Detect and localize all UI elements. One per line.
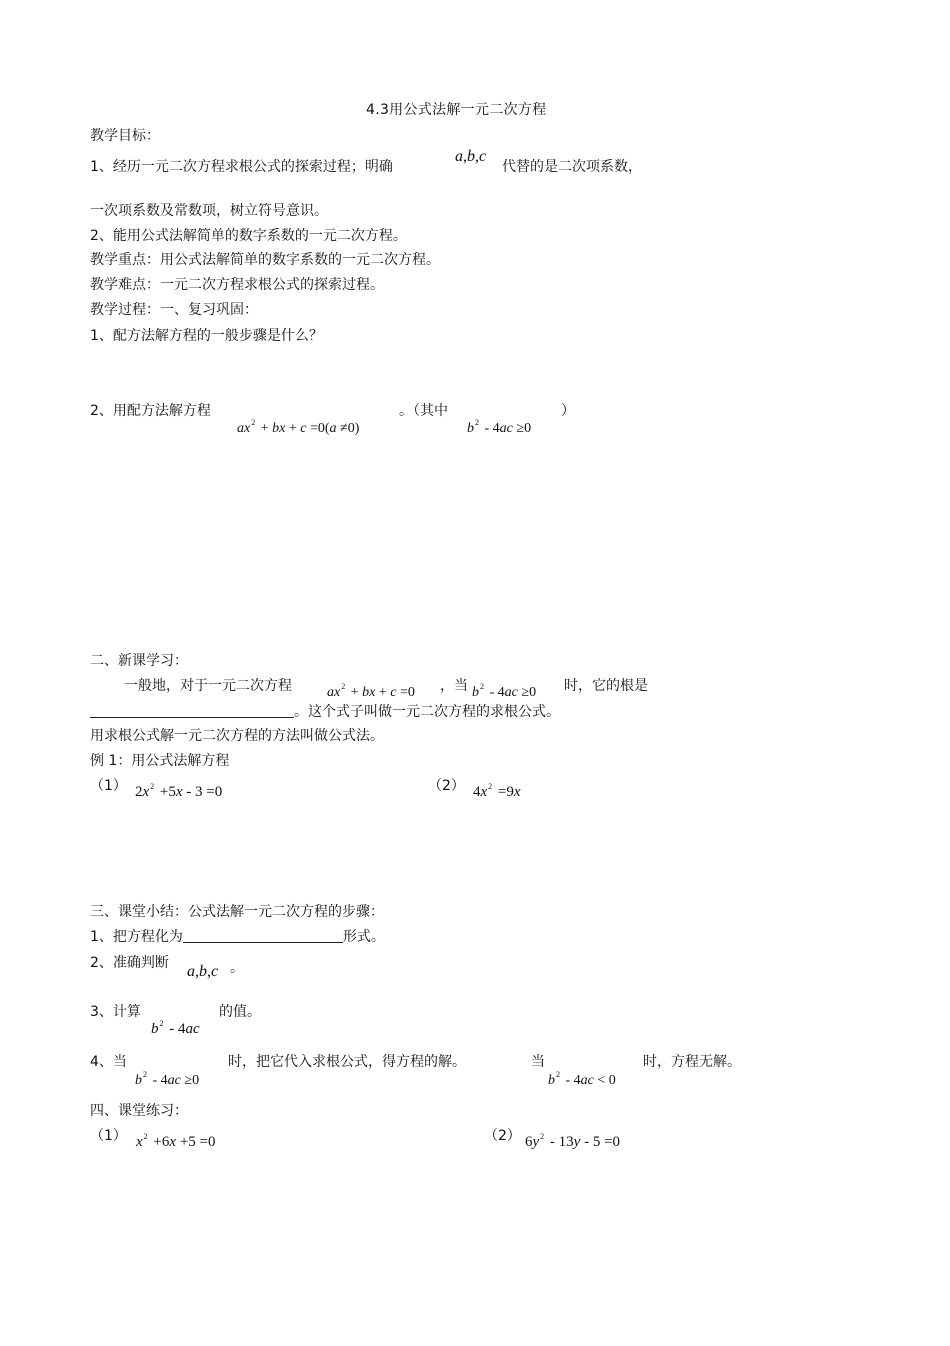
example-1-equation: $2x^2 +5x - 3 =0$ [135,782,223,800]
goals-heading: 教学目标： [90,128,160,144]
new-lesson-text-b: ，当 [440,678,468,694]
formula-discriminant: $b^2 - 4ac$ [151,1019,200,1037]
summary-step-1-prefix: 1、把方程化为 [90,929,183,945]
new-lesson-text-c: 时，它的根是 [564,678,648,694]
answer-blank[interactable] [90,703,294,718]
process-heading: 教学过程：一、复习巩固： [90,302,258,318]
review-question-2-end: ） [561,403,575,419]
goal-1-suffix: 代替的是二次项系数， [502,159,642,175]
new-lesson-text-d-line [90,702,560,722]
new-lesson-heading: 二、新课学习： [90,653,188,669]
formula-general-equation-2: $ax^2$ + bx + c =0 [327,682,415,700]
formula-abc: a,b,c [455,148,487,165]
summary-step-4-prefix: 4、当 [90,1054,127,1070]
formula-abc-2: a,b,c [187,963,219,980]
summary-step-3-suffix: 的值。 [219,1004,261,1020]
practice-1-label: （1） [90,1128,127,1144]
summary-step-1 [90,927,385,947]
new-lesson-text-2: 用求根公式解一元二次方程的方法叫做公式法。 [90,728,384,744]
goal-1-continued: 一次项系数及常数项，树立符号意识。 [90,203,328,219]
summary-step-4-end: 时，方程无解。 [643,1054,741,1070]
difficulty: 教学难点：一元二次方程求根公式的探索过程。 [90,277,384,293]
formula-discriminant-nonneg-3: $b^2 - 4ac \ge 0$ [135,1070,200,1088]
example-2-equation: $4x^2 =9x$ [473,782,521,800]
formula-discriminant-negative: $b^2 - 4ac < 0$ [548,1070,616,1088]
goal-2: 2、能用公式法解简单的数字系数的一元二次方程。 [90,228,407,244]
new-lesson-text-a: 一般地，对于一元二次方程 [124,678,292,694]
example-1-label: （1） [90,778,127,794]
formula-general-equation: $ax^2$ + bx + c =0(a ≠0) [237,418,360,436]
summary-step-4-mid2: 当 [531,1054,545,1070]
review-question-1: 1、配方法解方程的一般步骤是什么？ [90,328,323,344]
formula-discriminant-nonneg: $b^2 - 4ac \ge 0$ [467,418,532,436]
page-title: 4.3用公式法解一元二次方程 [366,102,547,118]
goal-1-prefix: 1、经历一元二次方程求根公式的探索过程；明确 [90,159,393,175]
practice-2-label: （2） [484,1128,521,1144]
practice-2-equation: $6y^2 - 13y - 5 =0$ [525,1132,621,1150]
example-heading: 例 1：用公式法解方程 [90,753,230,769]
practice-heading: 四、课堂练习： [90,1103,188,1119]
review-question-2-prefix: 2、用配方法解方程 [90,403,211,419]
key-point: 教学重点：用公式法解简单的数字系数的一元二次方程。 [90,252,440,268]
formula-discriminant-nonneg-2: $b^2 - 4ac \ge 0$ [472,682,537,700]
practice-1-equation: $x^2 +6x +5 =0$ [136,1132,216,1150]
summary-heading: 三、课堂小结：公式法解一元二次方程的步骤： [90,904,384,920]
summary-step-1-suffix: 形式。 [342,929,385,945]
summary-step-2-suffix: 。 [230,960,244,976]
form-blank[interactable] [183,928,343,943]
example-2-label: （2） [428,778,465,794]
summary-step-3-prefix: 3、计算 [90,1004,141,1020]
summary-step-2-prefix: 2、准确判断 [90,955,169,971]
summary-step-4-mid: 时，把它代入求根公式，得方程的解。 [228,1054,466,1070]
new-lesson-text-d: 。这个式子叫做一元二次方程的求根公式。 [294,704,560,720]
review-question-2-mid: 。（其中 [399,403,448,419]
